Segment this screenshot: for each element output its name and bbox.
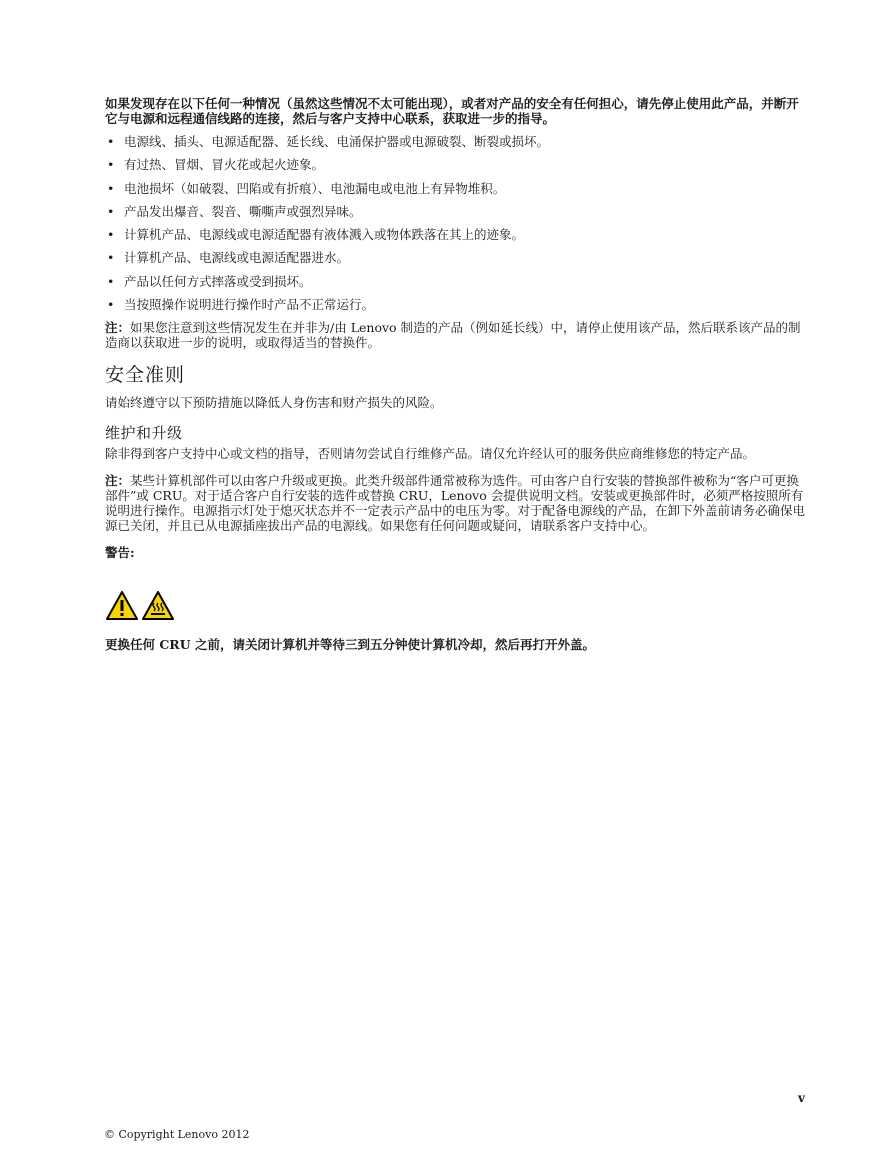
hazard-list [105, 134, 807, 312]
section-title: 安全准则 [105, 364, 186, 387]
note-paragraph [105, 473, 807, 533]
bullet-icon: • [107, 180, 115, 196]
bullet-icon: • [107, 250, 115, 266]
warning-text: 更换任何 CRU 之前，请关闭计算机并等待三到五分钟使计算机冷却，然后再打开外盖。 [105, 637, 595, 653]
warning-icons [105, 590, 807, 621]
hot-surface-icon [141, 590, 175, 621]
list-item: • 电池损坏（如破裂、凹陷或有折痕）、电池漏电或电池上有异物堆积。 [107, 180, 506, 196]
bullet-icon: • [107, 273, 115, 289]
list-item: • 电源线、插头、电源适配器、延长线、电涌保护器或电源破裂、断裂或损坏。 [107, 134, 550, 149]
list-item: • 当按照操作说明进行操作时产品不正常运行。 [107, 297, 375, 313]
list-item: • 计算机产品、电源线或电源适配器有液体溅入或物体跌落在其上的迹象。 [107, 227, 525, 243]
note-text: 如果您注意到这些情况发生在并非为/由 Lenovo 制造的产品（例如延长线）中，请停止使用该产品，然后联系该产品的制造商以获取进一步的说明，或取得适当的替换件。 [105, 320, 801, 351]
note-label: 注： [105, 473, 131, 489]
bullet-icon: • [107, 227, 115, 243]
note-label: 注： [105, 320, 131, 336]
document-page [105, 96, 807, 652]
subsection-text: 除非得到客户支持中心或文档的指导，否则请勿尝试自行维修产品。请仅允许经认可的服务供应商维修您的特定产品。 [105, 446, 756, 462]
warning-label: 警告: [105, 545, 135, 561]
note-paragraph [105, 320, 807, 350]
bullet-icon: • [107, 297, 115, 313]
list-item: • 产品以任何方式摔落或受到损坏。 [107, 273, 312, 289]
list-item: • 计算机产品、电源线或电源适配器进水。 [107, 250, 350, 266]
list-item: • 有过热、冒烟、冒火花或起火迹象。 [107, 157, 325, 173]
section-intro: 请始终遵守以下预防措施以降低人身伤害和财产损失的风险。 [105, 395, 443, 411]
copyright: © Copyright Lenovo 2012 [104, 1128, 250, 1141]
bullet-icon: • [107, 157, 115, 173]
subsection-title: 维护和升级 [105, 424, 183, 443]
note-text: 某些计算机部件可以由客户升级或更换。此类升级部件通常被称为选件。可由客户自行安装的替换部件被称为“客户可更换部件”或 CRU。对于适合客户自行安装的选件或替换 CRU，Lenovo 会提供说明文档。安装或更换部件时，必须严格按照所有说明进行操作。电源指示灯处于熄灭状态并不一定表示产品中的电压为零。对于配备电源线的产品，在卸下外盖前请务必确保电源已关闭，并且已从电源插座拔出产品的电源线。如果您有任何问题或疑问，请联系客户支持中心。 [105, 473, 806, 534]
general-warning-icon [105, 590, 139, 621]
bullet-icon: • [107, 134, 115, 149]
page-number: v [798, 1091, 805, 1105]
bullet-icon: • [107, 203, 115, 219]
list-item: • 产品发出爆音、裂音、嘶嘶声或强烈异味。 [107, 203, 362, 219]
intro-paragraph: 如果发现存在以下任何一种情况（虽然这些情况不太可能出现），或者对产品的安全有任何担心，请先停止使用此产品，并断开它与电源和远程通信线路的连接，然后与客户支持中心联系，获取进一步的指导。 [105, 96, 799, 126]
